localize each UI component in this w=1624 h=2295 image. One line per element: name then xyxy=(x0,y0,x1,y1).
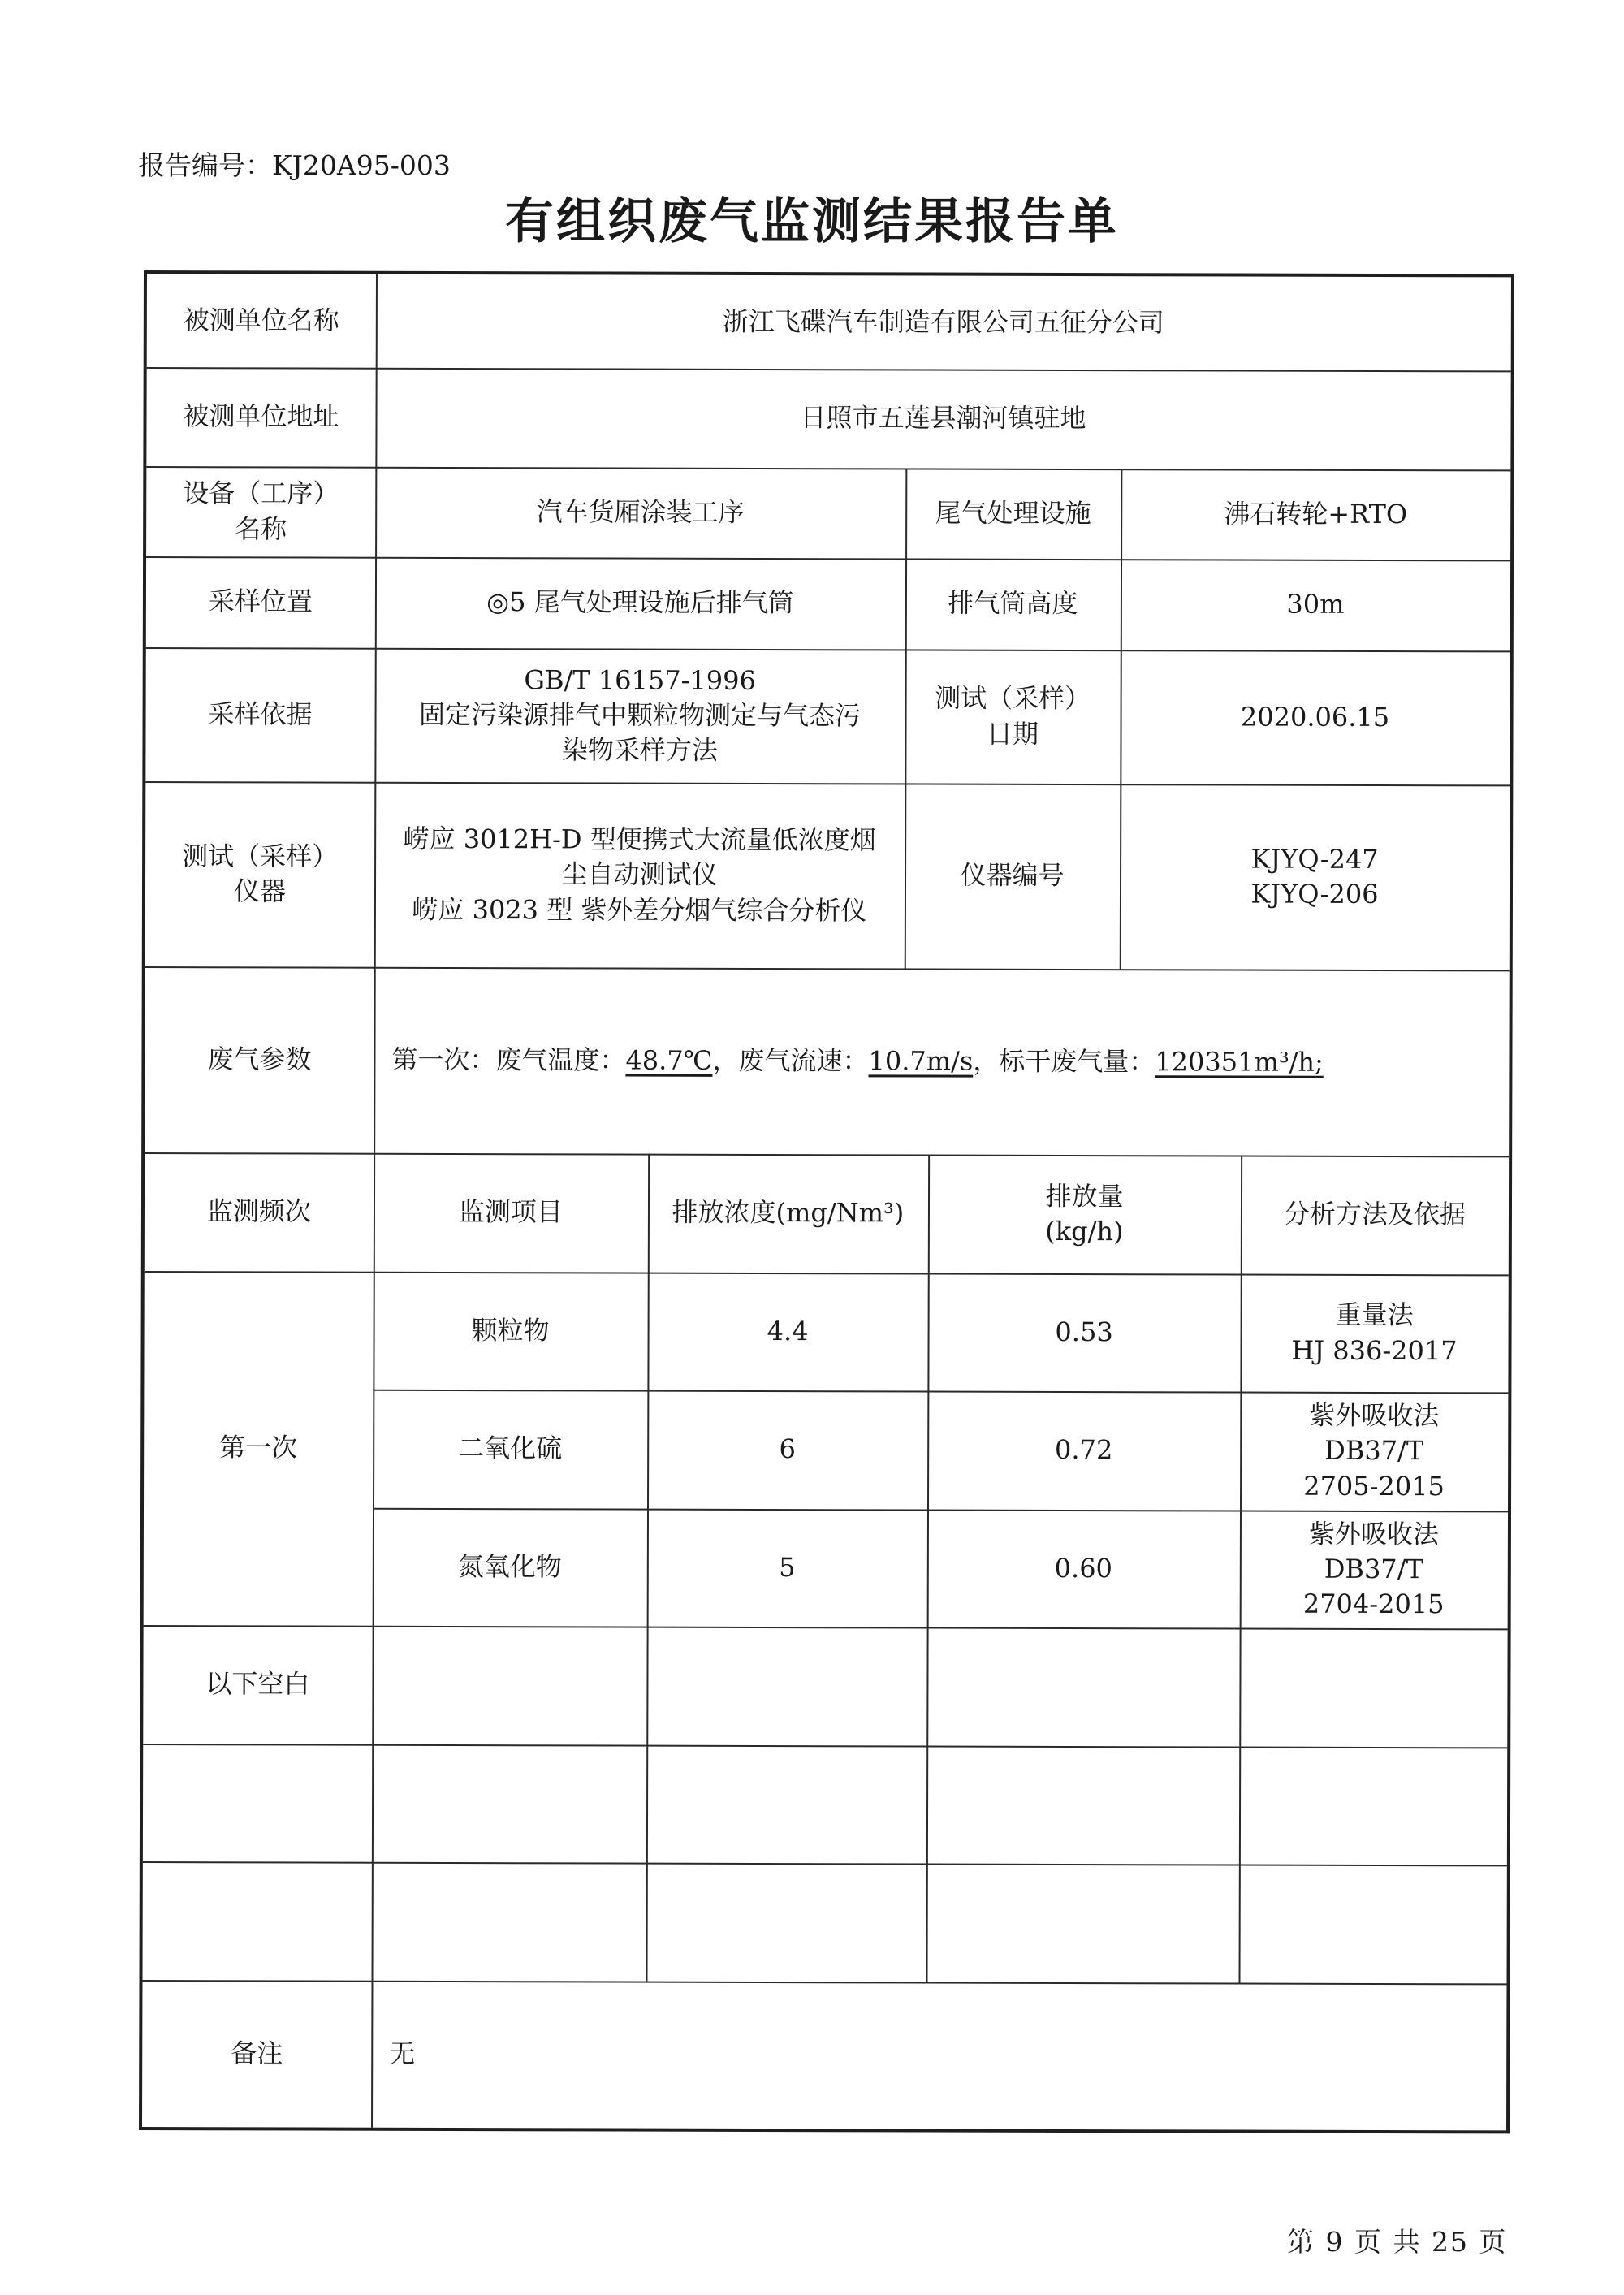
table-row-item: 颗粒物 xyxy=(471,1314,550,1346)
table-row-method xyxy=(1240,1392,1508,1511)
instrument-number-value xyxy=(1120,784,1510,970)
sampling-date-label xyxy=(905,649,1120,784)
gas-parameters-label: 废气参数 xyxy=(207,1044,312,1075)
header-frequency: 监测频次 xyxy=(206,1195,312,1227)
equipment-value: 汽车货厢涂装工序 xyxy=(536,496,745,528)
instrument-number-label: 仪器编号 xyxy=(960,860,1065,892)
instrument-label-line2: 仪器 xyxy=(233,875,287,907)
sampling-basis-line3: 染物采样方法 xyxy=(561,734,719,766)
blank-below-label: 以下空白 xyxy=(205,1668,310,1700)
gas-mid-text-2: ，标干废气量： xyxy=(973,1045,1155,1078)
sampling-position-label: 采样位置 xyxy=(208,586,313,617)
unit-name-label: 被测单位名称 xyxy=(183,305,339,336)
treatment-value: 沸石转轮+RTO xyxy=(1224,498,1408,529)
table-row-method xyxy=(1240,1274,1508,1393)
header-concentration: 排放浓度(mg/Nm³) xyxy=(672,1197,905,1229)
table-row-concentration: 4.4 xyxy=(767,1315,809,1347)
instrument-line3: 崂应 3023 型 紫外差分烟气综合分析仪 xyxy=(412,893,867,926)
method-line1: 紫外吸收法 xyxy=(1308,1518,1439,1549)
stack-height-value: 30m xyxy=(1286,589,1345,620)
report-table xyxy=(139,270,1514,2133)
unit-address-label: 被测单位地址 xyxy=(183,400,339,433)
header-emission-rate-line2: (kg/h) xyxy=(1045,1215,1124,1247)
sampling-basis-label: 采样依据 xyxy=(208,698,313,730)
sampling-date-label-line2: 日期 xyxy=(986,718,1039,750)
sampling-basis-line1: GB/T 16157-1996 xyxy=(524,663,756,696)
gas-temperature: 48.7℃ xyxy=(625,1044,713,1076)
header-emission-rate-line1: 排放量 xyxy=(1045,1180,1124,1212)
method-line1: 重量法 xyxy=(1335,1299,1414,1331)
header-emission-rate xyxy=(928,1155,1241,1274)
table-row-item: 氮氧化物 xyxy=(457,1550,562,1583)
remark-label: 备注 xyxy=(231,2038,283,2069)
sampling-date-value: 2020.06.15 xyxy=(1240,701,1390,733)
treatment-label: 尾气处理设施 xyxy=(935,497,1091,529)
header-method: 分析方法及依据 xyxy=(1283,1199,1466,1230)
sampling-basis-line2: 固定污染源排气中颗粒物测定与气态污 xyxy=(419,698,862,732)
equipment-label xyxy=(146,466,375,557)
instrument-label-line1: 测试（采样） xyxy=(182,840,339,872)
gas-prefix: 第一次：废气温度： xyxy=(391,1044,626,1076)
method-line3: 2704-2015 xyxy=(1302,1588,1445,1620)
instrument-number-1: KJYQ-247 xyxy=(1250,843,1379,875)
gas-mid-text-1: ，废气流速： xyxy=(712,1044,869,1077)
sampling-basis-value xyxy=(374,648,905,784)
unit-name-value: 浙江飞碟汽车制造有限公司五征分公司 xyxy=(722,305,1164,339)
table-row-concentration: 5 xyxy=(779,1551,796,1584)
report-title: 有组织废气监测结果报告单 xyxy=(505,193,1119,250)
frequency-value: 第一次 xyxy=(219,1432,298,1463)
header-item: 监测项目 xyxy=(458,1196,564,1228)
method-line3: 2705-2015 xyxy=(1303,1470,1445,1502)
instrument-value xyxy=(374,782,905,969)
instrument-number-2: KJYQ-206 xyxy=(1250,878,1379,910)
unit-address-value: 日照市五莲县潮河镇驻地 xyxy=(800,402,1086,434)
gas-parameters-value xyxy=(374,967,1510,1156)
remark-value: 无 xyxy=(389,2038,416,2069)
equipment-label-line2: 名称 xyxy=(235,512,287,544)
instrument-line1: 崂应 3012H-D 型便携式大流量低浓度烟 xyxy=(403,823,876,856)
table-row-item: 二氧化硫 xyxy=(458,1433,563,1464)
method-line2: HJ 836-2017 xyxy=(1291,1334,1458,1366)
stack-height-label: 排气筒高度 xyxy=(948,588,1078,620)
table-row-rate: 0.60 xyxy=(1054,1552,1112,1584)
method-line2: DB37/T xyxy=(1324,1553,1423,1585)
method-line1: 紫外吸收法 xyxy=(1309,1399,1440,1432)
page-number: 第 9 页 共 25 页 xyxy=(1287,2226,1508,2258)
table-row-method xyxy=(1240,1511,1508,1629)
sampling-date-label-line1: 测试（采样） xyxy=(935,682,1091,715)
sampling-position-value: ◎5 尾气处理设施后排气筒 xyxy=(486,586,794,619)
gas-volume: 120351m³/h; xyxy=(1155,1046,1324,1078)
instrument-label xyxy=(145,781,375,967)
table-row-rate: 0.72 xyxy=(1055,1434,1113,1466)
table-row-rate: 0.53 xyxy=(1055,1316,1113,1348)
equipment-label-line1: 设备（工序） xyxy=(183,478,339,509)
table-row-concentration: 6 xyxy=(779,1433,796,1465)
gas-speed: 10.7m/s xyxy=(868,1045,974,1077)
report-number: 报告编号：KJ20A95-003 xyxy=(138,149,451,181)
instrument-line2: 尘自动测试仪 xyxy=(561,858,718,891)
method-line2: DB37/T xyxy=(1324,1435,1424,1467)
